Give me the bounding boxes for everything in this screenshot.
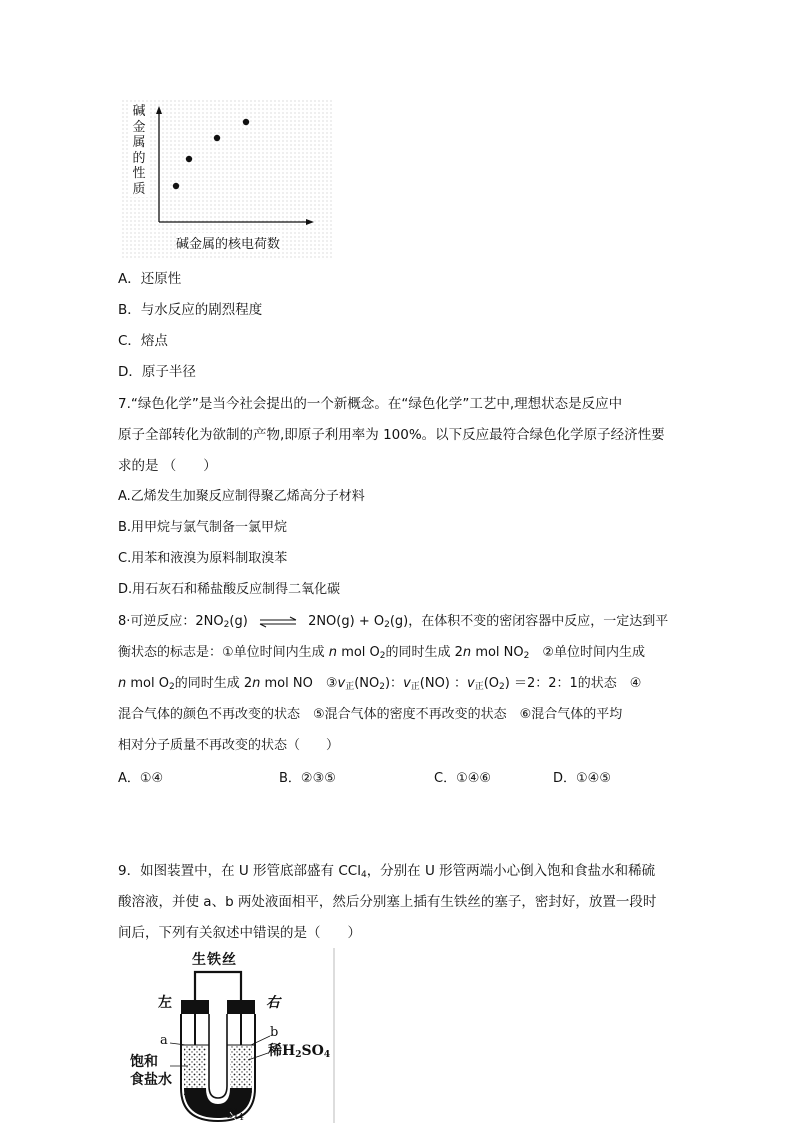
q8-stem-line-4: 混合气体的颜色不再改变的状态 ⑤混合气体的密度不再改变的状态 ⑥混合气体的平均 (118, 707, 623, 722)
q8-choice-c: C．①④⑥ (434, 771, 492, 786)
q7-option-d: D.用石灰石和稀盐酸反应制得二氧化碳 (118, 582, 341, 597)
q7-stem-line-3: 求的是 （ ） (118, 458, 217, 474)
q7-option-a: A.乙烯发生加聚反应制得聚乙烯高分子材料 (118, 489, 365, 504)
right-stopper (227, 1000, 255, 1014)
q6-chart (122, 100, 334, 260)
q8-choices (0, 767, 794, 787)
data-point-1 (173, 183, 179, 189)
q8-stem-line-5: 相对分子质量不再改变的状态（ ） (118, 738, 340, 753)
data-point-2 (186, 156, 192, 162)
q6-option-d: D．原子半径 (118, 364, 196, 380)
q8-choice-b: B．②③⑤ (279, 771, 336, 786)
q8-stem-line-2: 衡状态的标志是：①单位时间内生成 n mol $O_2$的同时生成 2n mol $NO_2$ ②单位时间内生成 (118, 645, 646, 661)
y-axis-label: 碱金属的性质 (130, 104, 148, 197)
label-left: 左 (158, 995, 172, 1011)
label-iron-wire: 生铁丝 (192, 952, 237, 968)
q8-choice-a: A．①④ (118, 771, 164, 786)
q7-stem-line-2: 原子全部转化为欲制的产物,即原子利用率为 100%。以下反应最符合绿色化学原子经济性要 (118, 427, 665, 443)
right-liquid (230, 1045, 252, 1095)
q9-stem-line-1: 9．如图装置中，在 U 形管底部盛有 CCl$_4$，分别在 U 形管两端小心倒入饱和食盐水和稀硫 (118, 863, 656, 880)
q9-stem-line-2: 酸溶液，并使 a、b 两处液面相平，然后分别塞上插有生铁丝的塞子，密封好，放置一段时 (118, 894, 657, 910)
q8-stem-line-1: 8·可逆反应：$2NO_2(g) 2NO(g) + O_2(g)$，在体积不变的密闭容器中反应，一定达到平 (118, 614, 669, 630)
leader-a (170, 1043, 186, 1045)
u-tube-inner (209, 1014, 227, 1098)
q6-option-c: C．熔点 (118, 333, 168, 349)
q7-option-b: B.用甲烷与氯气制备一氯甲烷 (118, 520, 288, 535)
left-liquid (184, 1045, 206, 1095)
q8-choice-d: D．①④⑤ (553, 771, 611, 786)
label-acid: 稀$H_2SO_4$ (268, 1043, 331, 1060)
iron-wire (195, 972, 241, 1000)
label-a: a (160, 1033, 168, 1048)
q7-option-c: C.用苯和液溴为原料制取溴苯 (118, 551, 288, 566)
data-point-4 (243, 119, 249, 125)
u-tube-svg (118, 948, 338, 1123)
x-axis-label: 碱金属的核电荷数 (176, 233, 280, 252)
q7-stem-line-1: 7.“绿色化学”是当今社会提出的一个新概念。在“绿色化学”工艺中,理想状态是反应中 (118, 396, 623, 412)
data-point-3 (214, 135, 220, 141)
equilibrium-arrow-icon (258, 616, 298, 628)
left-stopper (181, 1000, 209, 1014)
u-tube-figure (118, 948, 338, 1123)
label-right: 右 (266, 995, 280, 1011)
q6-option-b: B．与水反应的剧烈程度 (118, 302, 263, 318)
label-ccl4: CCl$_4$ (214, 1107, 244, 1123)
label-brine: 饱和 食盐水 (130, 1054, 172, 1088)
q9-stem-line-3: 间后，下列有关叙述中错误的是（ ） (118, 925, 361, 941)
label-b: b (270, 1025, 279, 1040)
q8-stem-line-3: n mol $O_2$的同时生成 2n mol NO $③v_正(NO_2)$：$v_正(NO)$ ：$v_正(O_2) =2$：2：1的状态 ④ (118, 676, 642, 692)
q6-option-a: A．还原性 (118, 271, 182, 287)
